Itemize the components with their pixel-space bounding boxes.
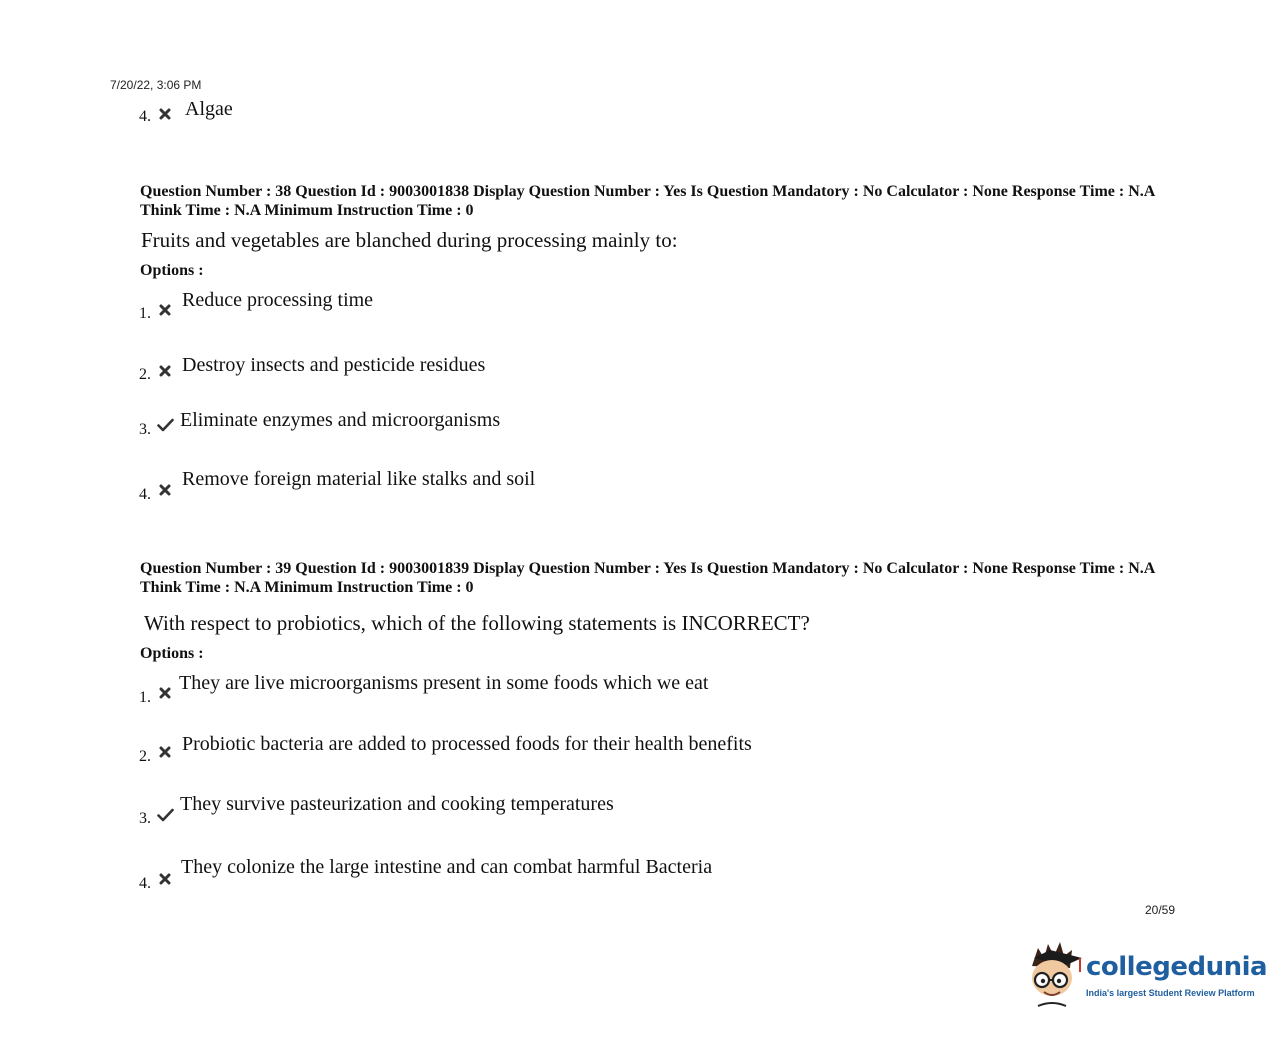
option-number: 4. bbox=[139, 875, 151, 892]
option-text: They colonize the large intestine and can combat harmful Bacteria bbox=[181, 856, 713, 878]
question-text: With respect to probiotics, which of the following statements is INCORRECT? bbox=[144, 611, 810, 635]
option-number: 3. bbox=[139, 810, 151, 827]
brand-tagline: India's largest Student Review Platform bbox=[1086, 988, 1255, 998]
brand-logo bbox=[1024, 938, 1268, 1010]
option-number: 3. bbox=[139, 421, 151, 438]
wrong-cross-icon bbox=[159, 687, 171, 699]
option-number: 2. bbox=[139, 366, 151, 383]
question-meta: Question Number : 39 Question Id : 9003001839 Display Question Number : Yes Is Question Mandatory : No Calculator : None Response Time : N.A Think Time : N.A Minimum Instruction Time : 0 bbox=[140, 560, 1155, 596]
option-number: 2. bbox=[139, 748, 151, 765]
page-number: 20/59 bbox=[1145, 903, 1176, 917]
wrong-cross-icon bbox=[159, 484, 171, 496]
wrong-cross-icon bbox=[159, 746, 171, 758]
correct-check-icon bbox=[157, 418, 174, 432]
question-text: Fruits and vegetables are blanched during processing mainly to: bbox=[141, 228, 678, 252]
option-text: They are live microorganisms present in some foods which we eat bbox=[179, 672, 709, 694]
option-number: 1. bbox=[139, 305, 151, 322]
wrong-cross-icon bbox=[159, 108, 171, 120]
option-number: 4. bbox=[139, 108, 151, 125]
option-text: Eliminate enzymes and microorganisms bbox=[180, 409, 501, 431]
mascot-icon bbox=[1024, 938, 1084, 1010]
print-timestamp: 7/20/22, 3:06 PM bbox=[110, 78, 202, 92]
wrong-cross-icon bbox=[159, 304, 171, 316]
option-text: Remove foreign material like stalks and soil bbox=[182, 468, 536, 490]
option-text: Algae bbox=[185, 98, 233, 120]
options-label: Options : bbox=[140, 645, 204, 662]
option-text: They survive pasteurization and cooking temperatures bbox=[180, 793, 614, 815]
option-text: Destroy insects and pesticide residues bbox=[182, 354, 486, 376]
correct-check-icon bbox=[157, 808, 174, 822]
option-number: 1. bbox=[139, 689, 151, 706]
brand-name: collegedunia bbox=[1086, 952, 1268, 982]
question-meta: Question Number : 38 Question Id : 9003001838 Display Question Number : Yes Is Question Mandatory : No Calculator : None Response Time : N.A Think Time : N.A Minimum Instruction Time : 0 bbox=[140, 183, 1155, 219]
option-text: Reduce processing time bbox=[182, 289, 374, 311]
option-number: 4. bbox=[139, 486, 151, 503]
wrong-cross-icon bbox=[159, 873, 171, 885]
wrong-cross-icon bbox=[159, 365, 171, 377]
option-text: Probiotic bacteria are added to processed foods for their health benefits bbox=[182, 733, 752, 755]
options-label: Options : bbox=[140, 262, 204, 279]
